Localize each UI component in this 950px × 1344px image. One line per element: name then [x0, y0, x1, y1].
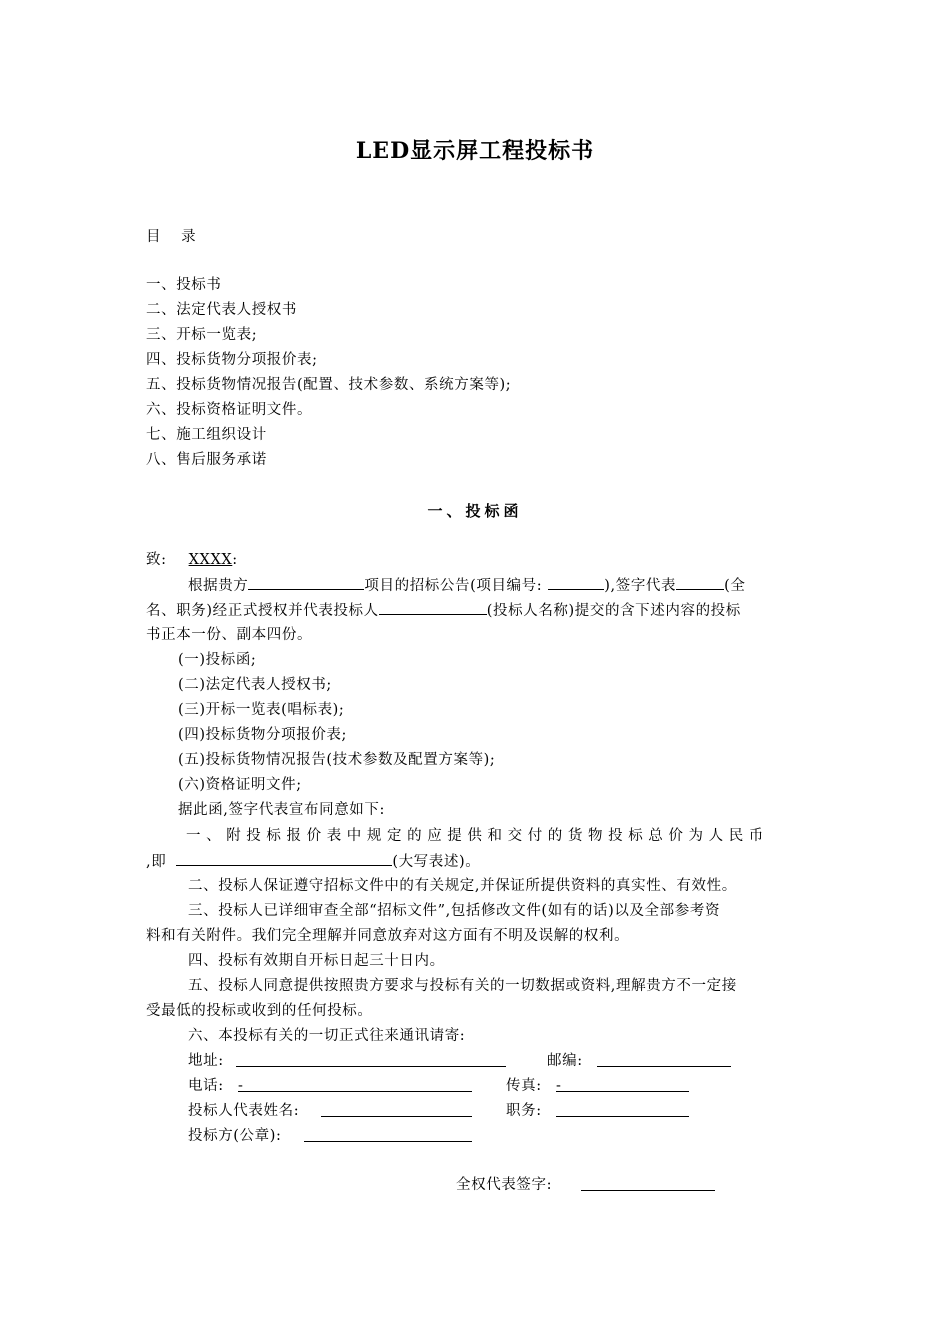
- signature-field[interactable]: [581, 1175, 715, 1191]
- postcode-field[interactable]: [597, 1051, 731, 1067]
- rep-name-label: 投标人代表姓名:: [188, 1103, 300, 1119]
- page-title: LED显示屏工程投标书: [355, 138, 595, 164]
- clause-6: 六、本投标有关的一切正式往来通讯请寄:: [188, 1028, 466, 1044]
- phone-field[interactable]: [238, 1076, 472, 1092]
- clause-3-line-1: 三、投标人已详细审查全部“招标文件”,包括修改文件(如有的话)以及全部参考资: [188, 903, 721, 919]
- clause-2: 二、投标人保证遵守招标文件中的有关规定,并保证所提供资料的真实性、有效性。: [188, 878, 737, 894]
- position-label: 职务:: [506, 1103, 542, 1119]
- phone-label: 电话:: [188, 1078, 224, 1094]
- intro-text: (投标人名称)提交的含下述内容的投标: [486, 603, 741, 619]
- project-number-blank[interactable]: [548, 575, 604, 590]
- toc-item: 六、投标资格证明文件。: [146, 402, 313, 418]
- toc-heading: 目 录: [146, 229, 204, 245]
- fax-dash: -: [556, 1078, 562, 1094]
- clause-4: 四、投标有效期自开标日起三十日内。: [188, 953, 445, 969]
- toc-item: 二、法定代表人授权书: [146, 302, 297, 318]
- postcode-label: 邮编:: [547, 1053, 583, 1069]
- intro-text: 根据贵方: [188, 578, 249, 594]
- toc-item: 一、投标书: [146, 277, 222, 293]
- enclosure-item: (三)开标一览表(唱标表);: [178, 702, 345, 718]
- intro-text: (全: [724, 578, 746, 594]
- phone-dash: -: [238, 1078, 244, 1094]
- declaration-line: 据此函,签字代表宣布同意如下:: [178, 802, 385, 818]
- addressee-line: [146, 550, 238, 570]
- fax-label: 传真:: [506, 1078, 542, 1094]
- amount-blank[interactable]: [176, 851, 392, 866]
- intro-text: 名、职务)经正式授权并代表投标人: [146, 603, 379, 619]
- clause-text: (大写表述)。: [392, 854, 481, 870]
- addressee-label: 致:: [146, 552, 167, 568]
- address-field[interactable]: [236, 1051, 506, 1067]
- intro-line-1: [188, 575, 745, 596]
- clause-text: ,即: [146, 854, 167, 870]
- enclosure-item: (五)投标货物情况报告(技术参数及配置方案等);: [178, 752, 496, 768]
- position-field[interactable]: [556, 1101, 689, 1117]
- toc-item: 七、施工组织设计: [146, 427, 267, 443]
- enclosure-item: (一)投标函;: [178, 652, 257, 668]
- intro-text: 项目的招标公告(项目编号:: [364, 578, 543, 594]
- clause-5-line-1: 五、投标人同意提供按照贵方要求与投标有关的一切数据或资料,理解贵方不一定接: [188, 978, 737, 994]
- clause-5-line-2: 受最低的投标或收到的任何投标。: [146, 1003, 373, 1019]
- fax-field[interactable]: [556, 1076, 689, 1092]
- rep-name-field[interactable]: [321, 1101, 472, 1117]
- enclosure-item: (六)资格证明文件;: [178, 777, 302, 793]
- toc-item: 八、售后服务承诺: [146, 452, 267, 468]
- clause-1-line-1: 一、附投标报价表中规定的应提供和交付的货物投标总价为人民币: [186, 828, 769, 844]
- clause-3-line-2: 料和有关附件。我们完全理解并同意放弃对这方面有不明及误解的权利。: [146, 928, 630, 944]
- toc-item: 三、开标一览表;: [146, 327, 258, 343]
- enclosure-item: (二)法定代表人授权书;: [178, 677, 332, 693]
- enclosure-item: (四)投标货物分项报价表;: [178, 727, 347, 743]
- intro-line-2: [146, 600, 741, 621]
- section-heading: 一、投标函: [427, 502, 523, 520]
- bidder-seal-label: 投标方(公章):: [188, 1128, 282, 1144]
- signature-label: 全权代表签字:: [456, 1177, 553, 1193]
- intro-text: ),签字代表: [604, 578, 677, 594]
- address-label: 地址:: [188, 1053, 224, 1069]
- toc-item: 五、投标货物情况报告(配置、技术参数、系统方案等);: [146, 377, 512, 393]
- intro-line-3: 书正本一份、副本四份。: [146, 627, 313, 643]
- signatory-blank[interactable]: [676, 575, 724, 590]
- clause-1-line-2: [146, 851, 480, 872]
- bidder-blank[interactable]: [379, 600, 487, 615]
- bidder-seal-field[interactable]: [304, 1126, 472, 1142]
- project-blank[interactable]: [248, 575, 364, 590]
- addressee-value: XXXX: [188, 552, 233, 568]
- toc-item: 四、投标货物分项报价表;: [146, 352, 318, 368]
- addressee-colon: :: [232, 552, 238, 568]
